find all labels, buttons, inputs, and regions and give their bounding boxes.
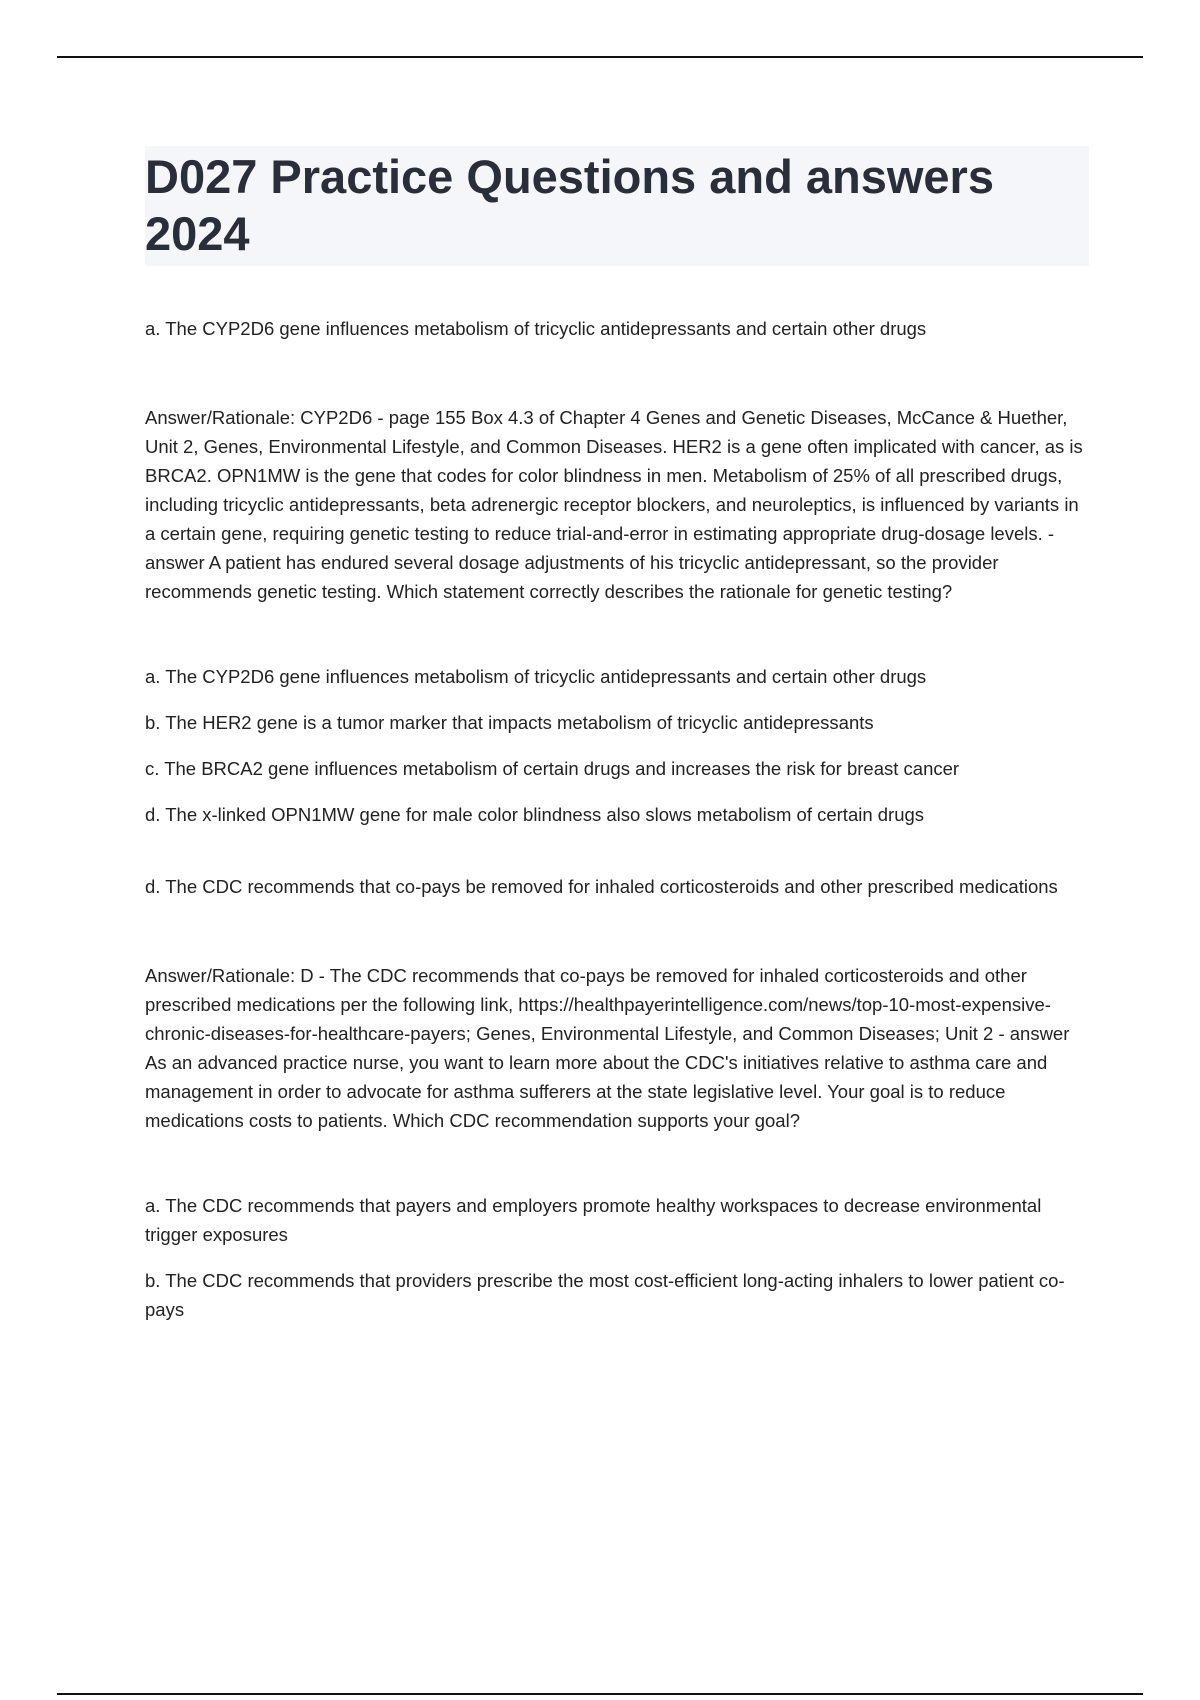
answer-lead: d. The CDC recommends that co-pays be removed for inhaled corticosteroids and other prescribed medications xyxy=(145,876,1058,897)
document-body xyxy=(145,146,1089,1341)
option-d: d. The x-linked OPN1MW gene for male color blindness also slows metabolism of certain drugs xyxy=(145,804,925,825)
option-c: c. The BRCA2 gene influences metabolism of certain drugs and increases the risk for breast cancer xyxy=(145,758,960,779)
top-rule xyxy=(57,56,1143,58)
option-a: a. The CDC recommends that payers and employers promote healthy workspaces to decrease environmental trigger exposures xyxy=(145,1195,1042,1245)
bottom-rule xyxy=(57,1693,1143,1695)
option-a: a. The CYP2D6 gene influences metabolism of tricyclic antidepressants and certain other drugs xyxy=(145,666,927,687)
option-b: b. The CDC recommends that providers prescribe the most cost-efficient long-acting inhalers to lower patient co-pays xyxy=(145,1270,1065,1320)
answer-rationale: Answer/Rationale: D - The CDC recommends that co-pays be removed for inhaled corticosteroids and other prescribed medications per the following link, https://healthpayerintelligence.com/news/top-10-most-expensive-chronic-diseases-for-healthcare-payers; Genes, Environmental Lifestyle, and Common Diseases; Unit 2 - answer As an advanced practice nurse, you want to learn more about the CDC's initiatives relative to asthma care and management in order to advocate for asthma sufferers at the state legislative level. Your goal is to reduce medications costs to patients. Which CDC recommendation supports your goal? xyxy=(145,965,1070,1131)
answer-lead: a. The CYP2D6 gene influences metabolism of tricyclic antidepressants and certain other drugs xyxy=(145,318,927,339)
answer-rationale: Answer/Rationale: CYP2D6 - page 155 Box 4.3 of Chapter 4 Genes and Genetic Diseases, McCance & Huether, Unit 2, Genes, Environmental Lifestyle, and Common Diseases. HER2 is a gene often implicated with cancer, as is BRCA2. OPN1MW is the gene that codes for color blindness in men. Metabolism of 25% of all prescribed drugs, including tricyclic antidepressants, beta adrenergic receptor blockers, and neuroleptics, is influenced by variants in a certain gene, requiring genetic testing to reduce trial-and-error in estimating appropriate drug-dosage levels. - answer A patient has endured several dosage adjustments of his tricyclic antidepressant, so the provider recommends genetic testing. Which statement correctly describes the rationale for genetic testing? xyxy=(145,407,1083,602)
title-banner xyxy=(145,146,1089,266)
option-b: b. The HER2 gene is a tumor marker that impacts metabolism of tricyclic antidepressants xyxy=(145,712,874,733)
options-list xyxy=(145,1191,1089,1324)
options-list xyxy=(145,662,1089,829)
page-title: D027 Practice Questions and answers 2024 xyxy=(145,150,994,260)
